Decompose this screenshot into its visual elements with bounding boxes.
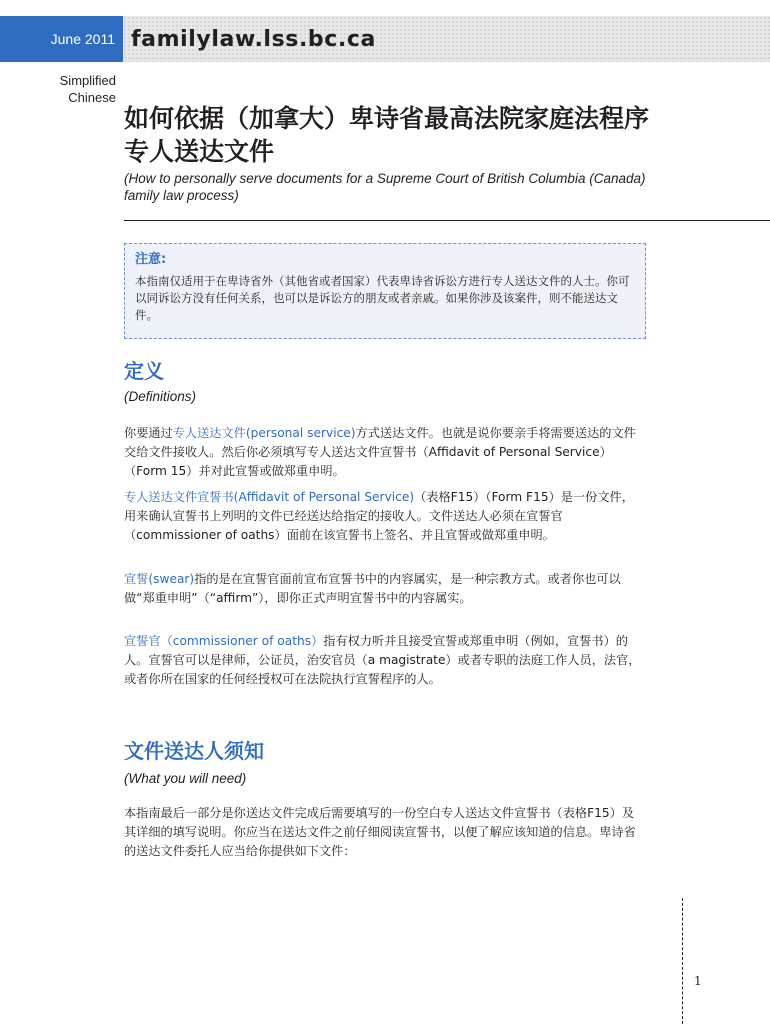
definitions-paragraph-2 [124,488,646,545]
term-personal-service: 专人送达文件(personal service) [172,426,356,440]
definitions-paragraph-4 [124,632,646,689]
header-date-bar [0,16,123,62]
needs-paragraph-1: 本指南最后一部分是你送达文件完成后需要填写的一份空白专人送达文件宣誓书（表格F15）及其详细的填写说明。你应当在送达文件之前仔细阅读宣誓书，以便了解应该知道的信息。卑诗省的送达文件委托人应当给你提供如下文件： [124,806,636,858]
note-title: 注意: [135,252,167,267]
p3-post: 指的是在宣誓官面前宣布宣誓书中的内容属实，是一种宗教方式。或者你也可以做“郑重申明”（“affirm”），即你正式声明宣誓书中的内容属实。 [124,572,621,605]
definitions-paragraph-3 [124,570,646,608]
needs-heading-en: (What you will need) [124,771,247,786]
page-number: 1 [694,974,702,988]
site-url: familylaw.lss.bc.ca [131,26,376,52]
p1-post: 方式送达文件。也就是说你要亲手将需要送达的文件交给文件接收人。然后你必须填写专人送达文件宣誓书（Affidavit of Personal Service）（Form 15）并对此宣誓或做郑重申明。 [124,426,636,478]
definitions-heading-en: (Definitions) [124,389,197,404]
title-divider [124,220,770,221]
language-line-1: Simplified [59,73,116,88]
margin-dashed-line [682,898,683,1024]
document-title: 如何依据（加拿大）卑诗省最高法院家庭法程序专人送达文件 [124,104,650,166]
document-subtitle: (How to personally serve documents for a Supreme Court of British Columbia (Canada) family law process) [124,171,646,203]
header-date: June 2011 [50,31,115,47]
definitions-heading: 定义 [124,359,164,383]
p2-post: （表格F15）（Form F15）是一份文件，用来确认宣誓书上列明的文件已经送达给指定的接收人。文件送达人必须在宣誓官（commissioner of oaths）面前在该宣誓书上签名、并且宣誓或做郑重申明。 [124,490,634,542]
needs-heading: 文件送达人须知 [124,739,264,763]
p4-post: 指有权力听并且接受宣誓或郑重申明（例如，宣誓书）的人。宣誓官可以是律师，公证员，治安官员（a magistrate）或者专职的法庭工作人员，法官，或者你所在国家的任何经授权可在法院执行宣誓程序的人。 [124,634,641,686]
language-line-2: Chinese [68,90,116,105]
p1-pre: 你要通过 [124,426,173,440]
language-label [60,72,116,106]
header-site-bar [123,16,770,62]
note-body: 本指南仅适用于在卑诗省外（其他省或者国家）代表卑诗省诉讼方进行专人送达文件的人士。你可以同诉讼方没有任何关系，也可以是诉讼方的朋友或者亲戚。如果你涉及该案件，则不能送达文件。 [135,274,630,322]
definitions-paragraph-1 [124,424,646,481]
term-swear: 宣誓(swear) [124,572,195,586]
term-affidavit: 专人送达文件宣誓书(Affidavit of Personal Service) [124,490,415,504]
note-box [124,243,646,339]
term-commissioner: 宣誓官（commissioner of oaths） [124,634,324,648]
